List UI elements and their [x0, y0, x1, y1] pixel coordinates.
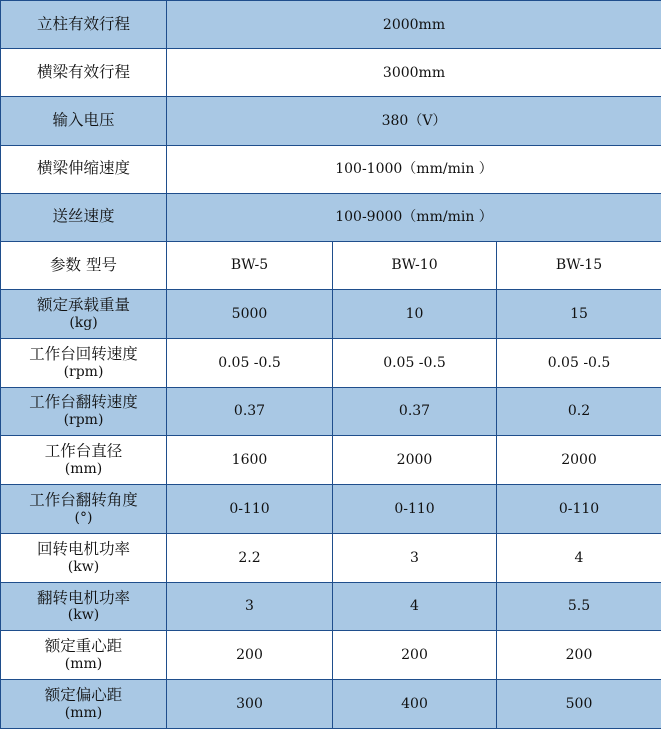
- row-label-text: 回转电机功率: [36, 539, 130, 558]
- table-row: [1, 387, 661, 436]
- model-name: BW-10: [333, 241, 497, 289]
- row-unit: (mm): [64, 656, 103, 673]
- row-unit: (kg): [69, 314, 98, 331]
- row-unit: (°): [74, 509, 93, 526]
- spec-label: 横梁有效行程: [1, 49, 167, 97]
- spec-label: 送丝速度: [1, 193, 167, 241]
- model-name: BW-5: [167, 241, 333, 289]
- table-cell: 200: [167, 631, 333, 680]
- table-cell: 500: [497, 680, 661, 729]
- table-cell: 0.37: [167, 387, 333, 436]
- row-label: [1, 533, 167, 582]
- table-cell: 2000: [497, 436, 661, 485]
- header-label: 参数 型号: [1, 241, 167, 289]
- row-label-text: 工作台翻转角度: [29, 491, 138, 510]
- row-label-text: 翻转电机功率: [36, 588, 130, 607]
- row-label: [1, 387, 167, 436]
- table-cell: 0-110: [497, 485, 661, 534]
- spec-row-input-voltage: [1, 97, 661, 145]
- table-row: [1, 290, 661, 339]
- row-label: [1, 680, 167, 729]
- row-label: [1, 338, 167, 387]
- row-unit: (kw): [67, 558, 100, 575]
- table-cell: 5.5: [497, 582, 661, 631]
- model-name: BW-15: [497, 241, 661, 289]
- spec-row-beam-telescopic-speed: [1, 145, 661, 193]
- table-row: [1, 338, 661, 387]
- table-cell: 0.05 -0.5: [167, 338, 333, 387]
- spec-value: 100-9000（mm/min ）: [167, 193, 661, 241]
- row-label: [1, 582, 167, 631]
- spec-row-wire-feed-speed: [1, 193, 661, 241]
- row-label-text: 工作台翻转速度: [29, 393, 138, 412]
- table-row: [1, 631, 661, 680]
- row-label: [1, 436, 167, 485]
- row-label-text: 工作台直径: [44, 442, 123, 461]
- spec-row-beam-stroke: [1, 49, 661, 97]
- table-row: [1, 436, 661, 485]
- table-cell: 3: [333, 533, 497, 582]
- row-label: [1, 290, 167, 339]
- table-cell: 400: [333, 680, 497, 729]
- row-label-text: 额定承载重量: [36, 295, 130, 314]
- spec-value: 2000mm: [167, 1, 661, 49]
- table-cell: 0-110: [333, 485, 497, 534]
- row-unit: (mm): [64, 704, 103, 721]
- spec-value: 100-1000（mm/min ）: [167, 145, 661, 193]
- row-unit: (kw): [67, 607, 100, 624]
- row-unit: (rpm): [63, 412, 104, 429]
- table-row: [1, 485, 661, 534]
- table-cell: 0.2: [497, 387, 661, 436]
- spec-value: 3000mm: [167, 49, 661, 97]
- spec-label: 输入电压: [1, 97, 167, 145]
- row-unit: (mm): [64, 461, 103, 478]
- table-cell: 15: [497, 290, 661, 339]
- table-cell: 2000: [333, 436, 497, 485]
- table-cell: 10: [333, 290, 497, 339]
- table-cell: 0-110: [167, 485, 333, 534]
- table-row: [1, 582, 661, 631]
- row-label-text: 额定重心距: [44, 637, 123, 656]
- table-cell: 4: [497, 533, 661, 582]
- spec-value: 380（V）: [167, 97, 661, 145]
- spec-row-column-stroke: [1, 1, 661, 49]
- model-header-row: [1, 241, 661, 289]
- table-cell: 5000: [167, 290, 333, 339]
- table-cell: 3: [167, 582, 333, 631]
- table-cell: 200: [497, 631, 661, 680]
- table-cell: 4: [333, 582, 497, 631]
- table-cell: 1600: [167, 436, 333, 485]
- table-cell: 2.2: [167, 533, 333, 582]
- table-row: [1, 533, 661, 582]
- table-cell: 300: [167, 680, 333, 729]
- row-label-text: 额定偏心距: [44, 686, 123, 705]
- table-cell: 200: [333, 631, 497, 680]
- spec-label: 横梁伸缩速度: [1, 145, 167, 193]
- table-cell: 0.05 -0.5: [497, 338, 661, 387]
- table-row: [1, 680, 661, 729]
- row-label: [1, 631, 167, 680]
- table-cell: 0.37: [333, 387, 497, 436]
- row-label: [1, 485, 167, 534]
- spec-label: 立柱有效行程: [1, 1, 167, 49]
- table-cell: 0.05 -0.5: [333, 338, 497, 387]
- row-unit: (rpm): [63, 363, 104, 380]
- row-label-text: 工作台回转速度: [29, 344, 138, 363]
